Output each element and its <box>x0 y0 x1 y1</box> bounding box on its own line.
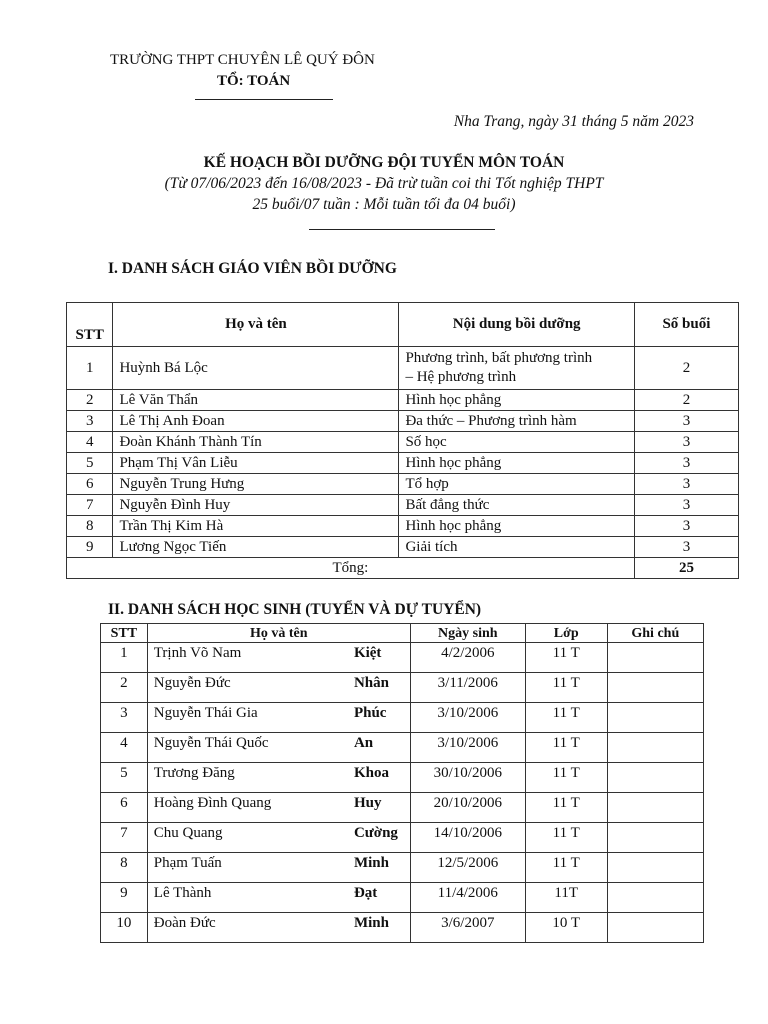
row-stt: 8 <box>67 516 113 537</box>
col-class-header: Lớp <box>525 624 607 643</box>
student-dob: 14/10/2006 <box>410 823 525 853</box>
document-subtitle-1: (Từ 07/06/2023 đến 16/08/2023 - Đã trừ tuần coi thi Tốt nghiệp THPT <box>164 175 604 192</box>
student-note <box>607 853 703 883</box>
student-dob: 3/10/2006 <box>410 733 525 763</box>
school-name: TRƯỜNG THPT CHUYÊN LÊ QUÝ ĐÔN <box>110 52 375 68</box>
student-dob: 11/4/2006 <box>410 883 525 913</box>
teacher-name: Nguyễn Trung Hưng <box>113 474 399 495</box>
teacher-name: Lương Ngọc Tiến <box>113 537 399 558</box>
student-given-name: Phúc <box>348 703 410 733</box>
student-class: 11 T <box>525 703 607 733</box>
student-given-name: Minh <box>348 913 410 943</box>
student-dob: 20/10/2006 <box>410 793 525 823</box>
student-dob: 3/6/2007 <box>410 913 525 943</box>
student-note <box>607 793 703 823</box>
col-stt-header: STT <box>101 624 148 643</box>
col-content-header: Nội dung bồi dưỡng <box>399 303 634 347</box>
teacher-name: Huỳnh Bá Lộc <box>113 347 399 390</box>
student-given-name: Khoa <box>348 763 410 793</box>
student-class: 11 T <box>525 823 607 853</box>
row-stt: 4 <box>101 733 148 763</box>
teacher-name: Trần Thị Kim Hà <box>113 516 399 537</box>
document-subtitle-2: 25 buổi/07 tuần : Mỗi tuần tối đa 04 buổi) <box>252 196 516 213</box>
student-class: 11T <box>525 883 607 913</box>
student-note <box>607 703 703 733</box>
student-given-name: Cường <box>348 823 410 853</box>
row-stt: 6 <box>67 474 113 495</box>
teacher-sessions: 3 <box>634 432 738 453</box>
total-row <box>67 558 739 579</box>
title-divider <box>309 229 495 230</box>
row-stt: 3 <box>101 703 148 733</box>
table-row <box>101 733 704 763</box>
teacher-sessions: 2 <box>634 390 738 411</box>
col-name-header: Họ và tên <box>113 303 399 347</box>
table-row <box>67 347 739 390</box>
teacher-sessions: 3 <box>634 537 738 558</box>
teacher-name: Lê Thị Anh Đoan <box>113 411 399 432</box>
teachers-section-heading: I. DANH SÁCH GIÁO VIÊN BỒI DƯỠNG <box>108 260 397 277</box>
table-row <box>101 763 704 793</box>
student-given-name: Nhân <box>348 673 410 703</box>
student-class: 11 T <box>525 733 607 763</box>
row-stt: 8 <box>101 853 148 883</box>
student-surname: Đoàn Đức <box>147 913 348 943</box>
students-section-heading: II. DANH SÁCH HỌC SINH (TUYỂN VÀ DỰ TUYỂN) <box>108 601 482 618</box>
table-row <box>101 913 704 943</box>
student-surname: Nguyễn Thái Quốc <box>147 733 348 763</box>
teacher-content <box>399 347 634 390</box>
student-class: 11 T <box>525 793 607 823</box>
teacher-name: Đoàn Khánh Thành Tín <box>113 432 399 453</box>
student-surname: Trịnh Võ Nam <box>147 643 348 673</box>
table-row <box>67 495 739 516</box>
student-surname: Hoàng Đình Quang <box>147 793 348 823</box>
student-given-name: Minh <box>348 853 410 883</box>
table-row <box>101 823 704 853</box>
table-row <box>67 537 739 558</box>
table-row <box>101 703 704 733</box>
total-value: 25 <box>634 558 738 579</box>
teacher-sessions: 3 <box>634 453 738 474</box>
teachers-table <box>66 302 739 579</box>
table-row <box>67 516 739 537</box>
student-note <box>607 763 703 793</box>
col-stt-header: STT <box>67 303 113 347</box>
student-dob: 3/11/2006 <box>410 673 525 703</box>
student-note <box>607 883 703 913</box>
col-dob-header: Ngày sinh <box>410 624 525 643</box>
row-stt: 5 <box>67 453 113 474</box>
student-given-name: An <box>348 733 410 763</box>
teacher-content: Đa thức – Phương trình hàm <box>399 411 634 432</box>
student-class: 11 T <box>525 673 607 703</box>
col-note-header: Ghi chú <box>607 624 703 643</box>
table-row <box>101 853 704 883</box>
header-divider <box>195 99 333 100</box>
student-surname: Nguyễn Thái Gia <box>147 703 348 733</box>
student-class: 10 T <box>525 913 607 943</box>
row-stt: 4 <box>67 432 113 453</box>
student-surname: Chu Quang <box>147 823 348 853</box>
student-surname: Nguyễn Đức <box>147 673 348 703</box>
row-stt: 2 <box>67 390 113 411</box>
student-given-name: Đạt <box>348 883 410 913</box>
teacher-content: Bất đẳng thức <box>399 495 634 516</box>
student-note <box>607 913 703 943</box>
place-date: Nha Trang, ngày 31 tháng 5 năm 2023 <box>453 113 694 130</box>
table-row <box>101 643 704 673</box>
teacher-content: Giải tích <box>399 537 634 558</box>
teacher-content: Hình học phẳng <box>399 516 634 537</box>
total-label: Tổng: <box>67 558 635 579</box>
student-note <box>607 673 703 703</box>
student-class: 11 T <box>525 763 607 793</box>
student-note <box>607 823 703 853</box>
col-sessions-header: Số buổi <box>634 303 738 347</box>
teacher-content: Số học <box>399 432 634 453</box>
row-stt: 1 <box>101 643 148 673</box>
table-row <box>67 474 739 495</box>
student-given-name: Kiệt <box>348 643 410 673</box>
student-surname: Trương Đăng <box>147 763 348 793</box>
teachers-table-header <box>67 303 739 347</box>
row-stt: 6 <box>101 793 148 823</box>
row-stt: 7 <box>101 823 148 853</box>
student-class: 11 T <box>525 853 607 883</box>
table-row <box>101 793 704 823</box>
table-row <box>67 390 739 411</box>
row-stt: 3 <box>67 411 113 432</box>
row-stt: 9 <box>67 537 113 558</box>
teacher-content: Hình học phẳng <box>399 390 634 411</box>
teacher-sessions: 3 <box>634 495 738 516</box>
row-stt: 9 <box>101 883 148 913</box>
student-note <box>607 733 703 763</box>
student-dob: 4/2/2006 <box>410 643 525 673</box>
col-name-header: Họ và tên <box>147 624 410 643</box>
teacher-name: Nguyễn Đình Huy <box>113 495 399 516</box>
row-stt: 7 <box>67 495 113 516</box>
teacher-content-line-1: Phương trình, bất phương trình <box>405 350 593 366</box>
teacher-name: Phạm Thị Vân Liễu <box>113 453 399 474</box>
table-row <box>67 432 739 453</box>
table-row <box>67 411 739 432</box>
student-given-name: Huy <box>348 793 410 823</box>
teacher-name: Lê Văn Thẩn <box>113 390 399 411</box>
document-title: KẾ HOẠCH BỒI DƯỠNG ĐỘI TUYỂN MÔN TOÁN <box>203 154 565 171</box>
student-surname: Phạm Tuấn <box>147 853 348 883</box>
student-note <box>607 643 703 673</box>
teacher-sessions: 3 <box>634 516 738 537</box>
teacher-sessions: 2 <box>634 347 738 390</box>
students-table-header <box>101 624 704 643</box>
row-stt: 1 <box>67 347 113 390</box>
table-row <box>101 673 704 703</box>
row-stt: 10 <box>101 913 148 943</box>
teacher-content: Tổ hợp <box>399 474 634 495</box>
student-dob: 30/10/2006 <box>410 763 525 793</box>
students-table <box>100 623 704 943</box>
table-row <box>101 883 704 913</box>
teacher-content: Hình học phẳng <box>399 453 634 474</box>
row-stt: 2 <box>101 673 148 703</box>
student-dob: 3/10/2006 <box>410 703 525 733</box>
student-dob: 12/5/2006 <box>410 853 525 883</box>
table-row <box>67 453 739 474</box>
row-stt: 5 <box>101 763 148 793</box>
teacher-sessions: 3 <box>634 474 738 495</box>
teacher-content-line-2: – Hệ phương trình <box>405 369 517 385</box>
student-surname: Lê Thành <box>147 883 348 913</box>
department-name: TỔ: TOÁN <box>217 73 291 89</box>
teacher-sessions: 3 <box>634 411 738 432</box>
student-class: 11 T <box>525 643 607 673</box>
